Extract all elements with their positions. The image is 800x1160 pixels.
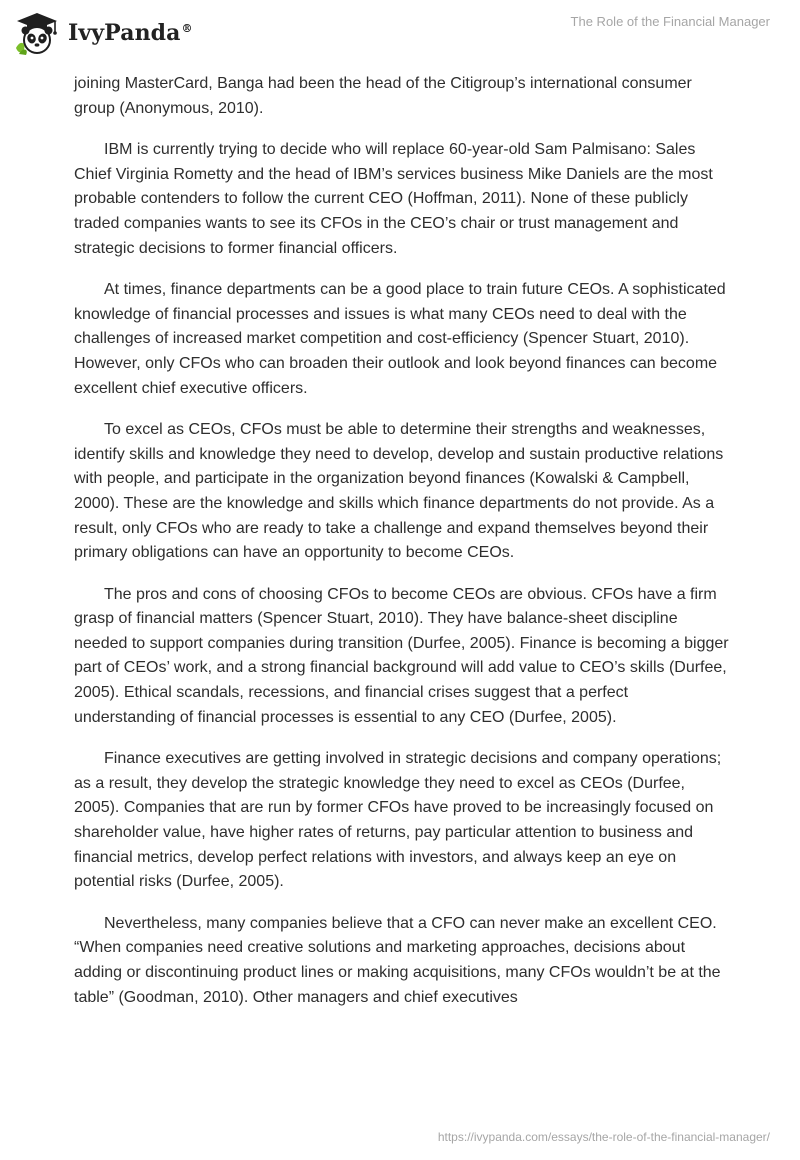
- document-title: The Role of the Financial Manager: [570, 14, 770, 29]
- paragraph: Finance executives are getting involved in strategic decisions and company operations; as a result, they develop the strategic knowledge they need to excel as CEOs (Durfee, 2005). Companies that are run by former CFOs have proved to be increasingly focused on shareholder value, have higher rates of returns, pay particular attention to business and financial metrics, develop perfect relations with investors, and always keep an eye on potential risks (Durfee, 2005).: [74, 750, 722, 891]
- paragraph: To excel as CEOs, CFOs must be able to determine their strengths and weaknesses, identify skills and knowledge they need to develop, develop and sustain productive relations with people, and participate in the organization beyond finances (Kowalski & Campbell, 2000). These are the knowledge and skills which finance departments do not provide. As a result, only CFOs who are ready to take a challenge and expand themselves beyond their primary obligations can have an opportunity to become CEOs.: [74, 421, 724, 562]
- panda-logo-icon: [14, 10, 60, 56]
- paragraph: Nevertheless, many companies believe that a CFO can never make an excellent CEO. “When companies need creative solutions and marketing approaches, decisions about adding or discontinuing product lines or making acquisitions, many CFOs wouldn’t be at the table” (Goodman, 2010). Other managers and chief executives: [74, 914, 721, 1006]
- paragraph: joining MasterCard, Banga had been the head of the Citigroup’s international consumer group (Anonymous, 2010).: [74, 75, 692, 117]
- source-url-link[interactable]: https://ivypanda.com/essays/the-role-of-the-financial-manager/: [437, 1130, 770, 1144]
- paragraph: IBM is currently trying to decide who will replace 60-year-old Sam Palmisano: Sales Chief Virginia Rometty and the head of IBM’s services business Mike Daniels are the most probable contenders to follow the current CEO (Hoffman, 2011). None of these publicly traded companies wants to see its CFOs in the CEO’s chair or trust management and strategic decisions to former financial officers.: [74, 141, 713, 257]
- ivypanda-logo[interactable]: [14, 10, 193, 56]
- registered-mark: ®: [181, 21, 193, 35]
- paragraph: The pros and cons of choosing CFOs to become CEOs are obvious. CFOs have a firm grasp of financial matters (Spencer Stuart, 2010). They have balance-sheet discipline needed to support companies during transition (Durfee, 2005). Finance is becoming a bigger part of CEOs’ work, and a strong financial background will add value to CEO’s skills (Durfee, 2005). Ethical scandals, recessions, and financial crises suggest that a perfect understanding of financial processes is essential to any CEO (Durfee, 2005).: [74, 585, 729, 726]
- page-header: [0, 0, 800, 70]
- brand-name: IvyPanda®: [68, 20, 193, 46]
- paragraph: At times, finance departments can be a good place to train future CEOs. A sophisticated knowledge of financial processes and issues is what many CEOs need to deal with the challenges of increased market competition and cost-efficiency (Spencer Stuart, 2010). However, only CFOs who can broaden their outlook and look beyond finances can become excellent chief executive officers.: [74, 281, 726, 397]
- essay-body: [74, 72, 730, 1027]
